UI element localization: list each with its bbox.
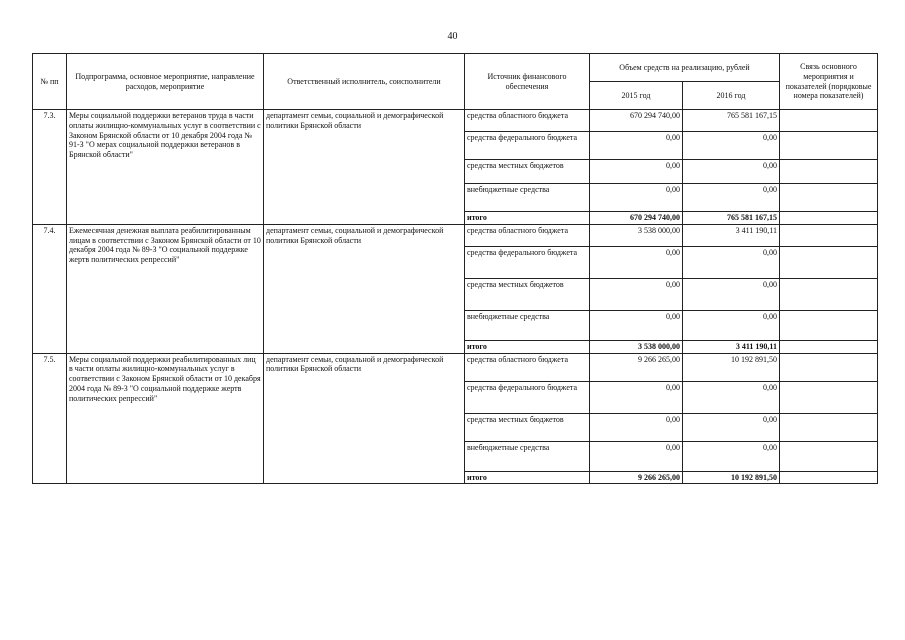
amount-2015: 0,00 <box>590 132 683 160</box>
amount-2016: 3 411 190,11 <box>683 340 780 353</box>
source-cell: внебюджетные средства <box>465 310 590 340</box>
header-link: Связь основного мероприятия и показателей (порядковые номера показателей) <box>780 54 878 110</box>
amount-2016: 3 411 190,11 <box>683 224 780 246</box>
link-cell <box>780 441 878 471</box>
link-cell <box>780 353 878 381</box>
block-7-5 <box>33 353 878 484</box>
table-row <box>33 110 878 132</box>
header-num: № пп <box>33 54 67 110</box>
amount-2016: 0,00 <box>683 413 780 441</box>
link-cell <box>780 413 878 441</box>
block-executor: департамент семьи, социальной и демографической политики Брянской области <box>264 353 465 484</box>
link-cell <box>780 160 878 184</box>
link-cell <box>780 381 878 413</box>
source-cell: итого <box>465 212 590 225</box>
amount-2016: 10 192 891,50 <box>683 471 780 484</box>
amount-2016: 765 581 167,15 <box>683 212 780 225</box>
link-cell <box>780 471 878 484</box>
source-cell: итого <box>465 340 590 353</box>
block-executor: департамент семьи, социальной и демографической политики Брянской области <box>264 110 465 225</box>
source-cell: средства федерального бюджета <box>465 132 590 160</box>
block-number: 7.5. <box>33 353 67 484</box>
link-cell <box>780 132 878 160</box>
source-cell: средства местных бюджетов <box>465 413 590 441</box>
source-cell: внебюджетные средства <box>465 441 590 471</box>
link-cell <box>780 278 878 310</box>
block-program: Меры социальной поддержки реабилитированных лиц в части оплаты жилищно-коммунальных услуг в соответствии с Законом Брянской области от 10 декабря 2004 года № 89-З "О социальной поддержке жертв политических репрессий" <box>67 353 264 484</box>
amount-2016: 0,00 <box>683 184 780 212</box>
amount-2016: 0,00 <box>683 160 780 184</box>
amount-2016: 0,00 <box>683 278 780 310</box>
block-7-3 <box>33 110 878 225</box>
amount-2016: 765 581 167,15 <box>683 110 780 132</box>
amount-2015: 9 266 265,00 <box>590 353 683 381</box>
block-number: 7.4. <box>33 224 67 353</box>
amount-2015: 670 294 740,00 <box>590 110 683 132</box>
link-cell <box>780 310 878 340</box>
header-executor: Ответственный исполнитель, соисполнители <box>264 54 465 110</box>
amount-2016: 0,00 <box>683 132 780 160</box>
page-number: 40 <box>447 31 458 42</box>
source-cell: средства федерального бюджета <box>465 381 590 413</box>
link-cell <box>780 212 878 225</box>
source-cell: средства местных бюджетов <box>465 278 590 310</box>
block-7-4 <box>33 224 878 353</box>
source-cell: внебюджетные средства <box>465 184 590 212</box>
header-year-2016: 2016 год <box>683 82 780 110</box>
block-program: Ежемесячная денежная выплата реабилитированным лицам в соответствии с Законом Брянской области от 10 декабря 2004 года № 89-З "О социальной поддержке жертв политических репрессий" <box>67 224 264 353</box>
block-program: Меры социальной поддержки ветеранов труда в части оплаты жилищно-коммунальных услуг в соответствии с Законом Брянской области от 10 декабря 2004 года № 91-З "О мерах социальной поддержки ветеранов в Брянской области" <box>67 110 264 225</box>
source-cell: итого <box>465 471 590 484</box>
source-cell: средства областного бюджета <box>465 110 590 132</box>
link-cell <box>780 224 878 246</box>
source-cell: средства федерального бюджета <box>465 246 590 278</box>
amount-2015: 9 266 265,00 <box>590 471 683 484</box>
link-cell <box>780 340 878 353</box>
source-cell: средства местных бюджетов <box>465 160 590 184</box>
amount-2015: 0,00 <box>590 184 683 212</box>
amount-2015: 670 294 740,00 <box>590 212 683 225</box>
link-cell <box>780 184 878 212</box>
amount-2015: 0,00 <box>590 310 683 340</box>
source-cell: средства областного бюджета <box>465 353 590 381</box>
amount-2016: 10 192 891,50 <box>683 353 780 381</box>
link-cell <box>780 110 878 132</box>
table-row <box>33 224 878 246</box>
amount-2016: 0,00 <box>683 441 780 471</box>
block-executor: департамент семьи, социальной и демографической политики Брянской области <box>264 224 465 353</box>
amount-2015: 0,00 <box>590 441 683 471</box>
link-cell <box>780 246 878 278</box>
amount-2015: 0,00 <box>590 246 683 278</box>
budget-table <box>32 53 878 484</box>
source-cell: средства областного бюджета <box>465 224 590 246</box>
amount-2015: 0,00 <box>590 381 683 413</box>
amount-2015: 3 538 000,00 <box>590 224 683 246</box>
table-row <box>33 353 878 381</box>
header-program: Подпрограмма, основное мероприятие, направление расходов, мероприятие <box>67 54 264 110</box>
amount-2016: 0,00 <box>683 381 780 413</box>
amount-2015: 0,00 <box>590 160 683 184</box>
amount-2016: 0,00 <box>683 246 780 278</box>
block-number: 7.3. <box>33 110 67 225</box>
header-year-2015: 2015 год <box>590 82 683 110</box>
amount-2015: 0,00 <box>590 278 683 310</box>
header-volume: Объем средств на реализацию, рублей <box>590 54 780 82</box>
amount-2015: 0,00 <box>590 413 683 441</box>
amount-2016: 0,00 <box>683 310 780 340</box>
header-source: Источник финансового обеспечения <box>465 54 590 110</box>
amount-2015: 3 538 000,00 <box>590 340 683 353</box>
